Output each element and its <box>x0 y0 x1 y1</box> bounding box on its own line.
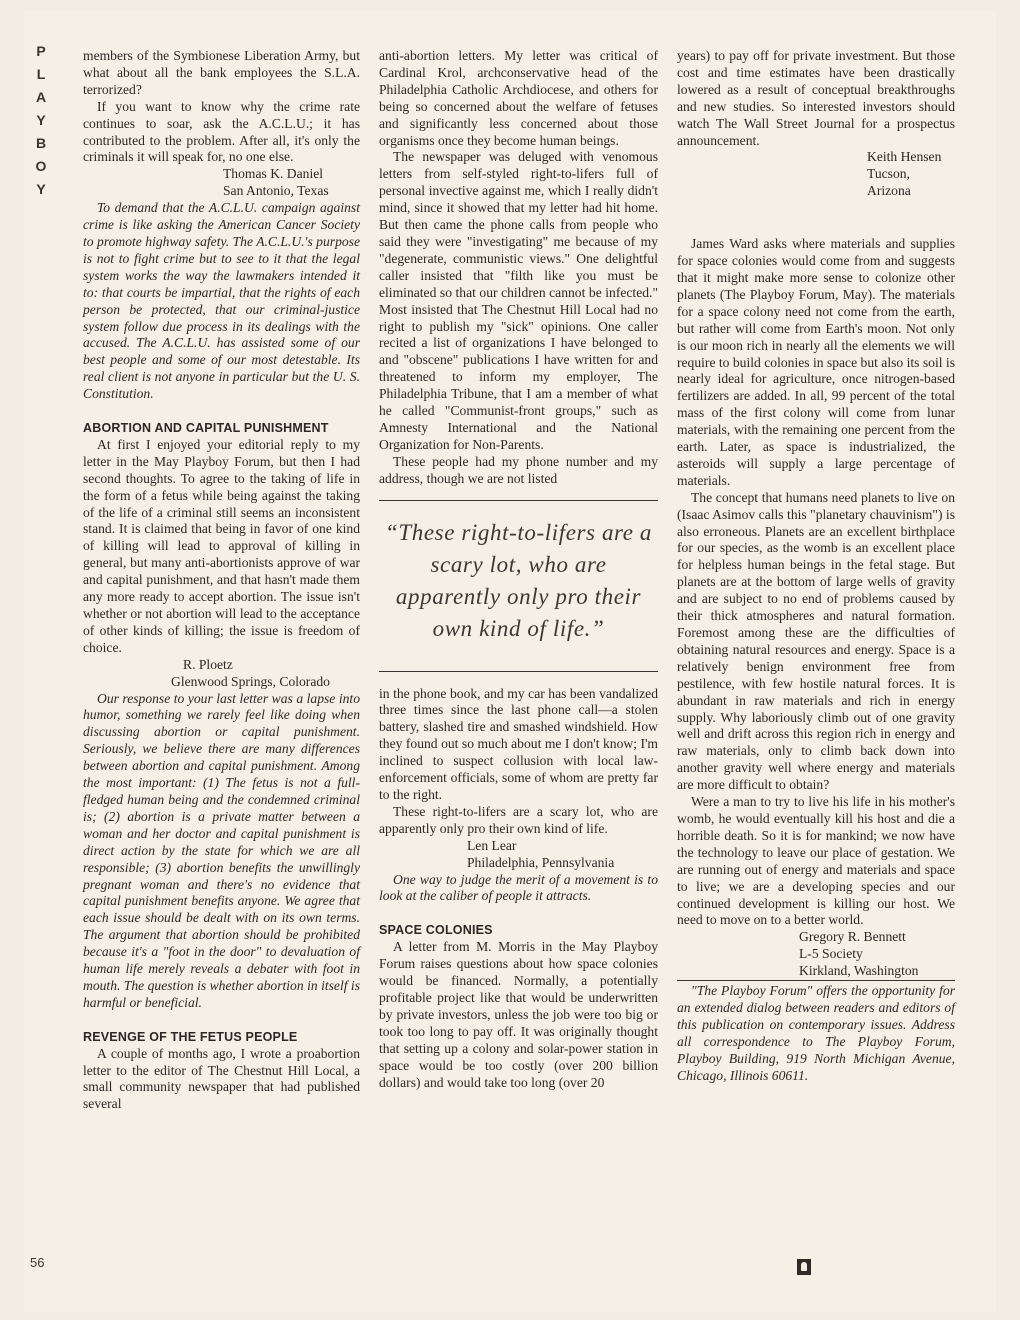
editor-response: One way to judge the merit of a movement is to look at the caliber of people it attracts. <box>379 871 658 904</box>
column-middle <box>379 48 658 1091</box>
runner-letter: L <box>36 66 46 82</box>
letter-paragraph: At first I enjoyed your editorial reply to my letter in the May Playboy Forum, but then I had second thoughts. To agree to the taking of life in the form of a fetus while being against the taking of the life of a criminal still seems an inconsistent stand. It is claimed that being in favor of one kind of killing will lead to approval of killing in general, but many anti-abortionists approve of war and capital punishment, and that hasn't made them any more ready to accept abortion. The issue isn't whether or not abortion will lead to the acceptance of other kinds of killing; the issue is freedom of choice. <box>83 436 360 655</box>
letter-signature-place: Philadelphia, Pennsylvania <box>467 854 615 870</box>
pull-quote: “These right-to-lifers are a scary lot, who are apparently only pro their own kind of life.” <box>379 500 658 672</box>
runner-letter: Y <box>36 181 46 197</box>
letter-signature-place: Kirkland, Washington <box>799 963 919 979</box>
letter-paragraph: anti-abortion letters. My letter was critical of Cardinal Krol, archconservative head of the Philadelphia Catholic Archdiocese, and others for being so concerned about the welfare of fetuses and significantly less concerned about those organisms once they become human beings. <box>379 48 658 148</box>
letter-paragraph: James Ward asks where materials and supplies for space colonies would come from and suggests that it might make more sense to colonize other planets (The Playboy Forum, May). The materials for a space colony need not come from the earth, but rather will come from Earth's moon. Not only is our moon rich in nearly all the elements we will require to build colonies in space but also its soil is nearly ideal for agriculture, once nitrogen-based fertilizers are added. In all, 99 percent of the total mass of the first colony will come from lunar materials, with the remaining one percent from the earth. Later, as space is industrialized, the asteroids will supply a large percentage of materials. <box>677 236 955 488</box>
runner-letter: B <box>35 135 47 151</box>
letter-paragraph: The newspaper was deluged with venomous letters from self-styled right-to-lifers full of personal invective against me, which I really didn't mind, since it showed that my letter had hit home. But then came the phone calls from people who said they were "investigating" me because of my "degenerate, communistic views." One delightful caller insisted that "filth like you must be eliminated so that our children cannot be infected." Most insisted that The Chestnut Hill Local had no right to publish my "sick" opinions. One caller recited a list of organizations I have belonged to and "obscene" publications I have written for and threatened to inform my employer, The Philadelphia Tribune, that I am a member of what he called "Communist-front groups," such as Amnesty International and the National Organization for Non-Parents. <box>379 149 658 452</box>
runner-letter: Y <box>36 112 46 128</box>
column-left <box>83 48 360 1113</box>
column-right <box>677 48 955 1084</box>
letter-signature-name: Thomas K. Daniel <box>223 166 324 182</box>
page-number: 56 <box>30 1255 45 1270</box>
runner-letter: O <box>35 158 47 174</box>
section-heading: ABORTION AND CAPITAL PUNISHMENT <box>83 421 329 436</box>
letter-signature-name: Len Lear <box>467 837 517 853</box>
runner-letter: P <box>36 43 46 59</box>
editor-response: To demand that the A.C.L.U. campaign against crime is like asking the American Cancer Society to promote highway safety. The A.C.L.U.'s purpose is not to fight crime but to see to it that the legal system works the way the lawmakers intended it to: that courts be impartial, that the rights of each person be protected, that our criminal-justice system follow due process in its dealings with the accused. The A.C.L.U. has assisted some of our best people and some of our most detestable. Its real client is not anyone in particular but the U. S. Constitution. <box>83 200 360 402</box>
letter-signature-place: Tucson, Arizona <box>867 166 911 199</box>
letter-paragraph: A letter from M. Morris in the May Playboy Forum raises questions about how space colonies would be financed. Normally, a potentially profitable project like that would be underwritten by private investors, unless the job were too big or took too long to pay off. It was originally thought that setting up a colony and solar-power station in space would be too costly (over 200 billion dollars) and would take too long (over 20 <box>379 939 658 1090</box>
running-head-playboy <box>28 40 54 201</box>
letter-signature-place: San Antonio, Texas <box>223 183 329 199</box>
letter-signature-org: L-5 Society <box>799 946 863 962</box>
letter-paragraph: The concept that humans need planets to live on (Isaac Asimov calls this "planetary chauvinism") is also erroneous. Planets are an excellent birthplace for our species, as the womb is an excellent place for helpless human beings in the fetal stage. But planets are at the bottom of large wells of gravity and are subject to no end of problems caused by their thick atmospheres and natural formation. Foremost among these are the difficulties of obtaining natural resources and energy. Space is a relatively benign environment free from pestilence, with few hostile natural forces. It is abundant in raw materials and rich in energy supply. Why laboriously climb out of one gravity well and drift across this region rich in energy and raw materials, only to climb back down into another gravity well where energy and materials are more difficult to obtain? <box>677 489 955 793</box>
letter-paragraph: If you want to know why the crime rate continues to soar, ask the A.C.L.U.; it has contributed to the problem. After all, it's only the criminals it will speak for, no one else. <box>83 98 360 165</box>
runner-letter: A <box>35 89 47 105</box>
editor-response: Our response to your last letter was a lapse into humor, something we rarely feel like doing when discussing abortion or capital punishment. Seriously, we believe there are many differences between abortion and capital punishment. Among the most important: (1) The fetus is not a full-fledged human being and the condemned criminal is; (2) abortion is a private matter between a woman and her doctor and capital punishment is direct action by the state for which we are all responsible; (3) abortion benefits the unwillingly pregnant woman and there's no evidence that capital punishment benefits anyone. We agree that each issue should be dealt with on its own terms. The argument that abortion should be prohibited because it's a "foot in the door" to devaluation of human life merely reveals a debater with foot in mouth. The question is whether abortion in itself is harmful or beneficial. <box>83 690 360 1010</box>
letter-paragraph: years) to pay off for private investment. But those cost and time estimates have been drastically lowered as a result of conceptual breakthroughs and new studies. So interested investors should watch The Wall Street Journal for a prospectus announcement. <box>677 48 955 148</box>
letter-paragraph: These right-to-lifers are a scary lot, who are apparently only pro their own kind of life. <box>379 803 658 836</box>
letter-paragraph: members of the Symbionese Liberation Army, but what about all the bank employees the S.L.A. terrorized? <box>83 48 360 97</box>
section-heading: REVENGE OF THE FETUS PEOPLE <box>83 1029 298 1044</box>
letter-paragraph: Were a man to try to live his life in his mother's womb, he would eventually kill his host and die a horrible death. So it is for mankind; we now have the technology to leave our place of gestation. We are running out of energy and materials and space to live; we are a developing species and our continued development is killing our host. We need to move on to a better world. <box>677 794 955 928</box>
letter-signature-place: Glenwood Springs, Colorado <box>171 673 330 689</box>
letter-signature-name: Keith Hensen <box>867 149 942 165</box>
forum-note: "The Playboy Forum" offers the opportunity for an extended dialog between readers and editors of this publication on contemporary issues. Address all correspondence to The Playboy Forum, Playboy Building, 919 North Michigan Avenue, Chicago, Illinois 60611. <box>677 980 955 1084</box>
letter-paragraph: in the phone book, and my car has been vandalized three times since the last phone call—a stolen battery, slashed tire and smashed windshield. How they found out so much about me I don't know; I'm inclined to suspect collusion with local law-enforcement officials, some of whom are pretty far to the right. <box>379 685 658 802</box>
rabbit-head-end-icon <box>797 1259 811 1275</box>
letter-paragraph: These people had my phone number and my address, though we are not listed <box>379 453 658 486</box>
section-heading: SPACE COLONIES <box>379 923 493 938</box>
letter-signature-name: Gregory R. Bennett <box>799 929 906 945</box>
letter-signature-name: R. Ploetz <box>183 656 233 672</box>
letter-paragraph: A couple of months ago, I wrote a proabortion letter to the editor of The Chestnut Hill Local, a small community newspaper that had published several <box>83 1045 360 1112</box>
